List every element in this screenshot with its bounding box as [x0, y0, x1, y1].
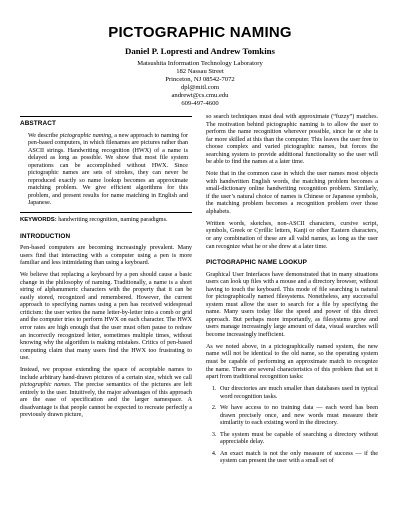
abstract-heading: ABSTRACT [20, 120, 56, 127]
list-item: 1. Our directories are much smaller than databases used in typical word recognition tasks. [218, 386, 378, 401]
affiliation-block [0, 60, 400, 108]
abstract-term: pictographic naming [59, 132, 112, 139]
right-paragraph-1: so search techniques must deal with approximate (“fuzzy”) matches. The motivation behind pictographic naming is to allow the user to perform the name recognition wherever possible, since he or she is far more skilled at this than the computer. This leaves the user free to choose complex and varied pictographic names, but forces the searching system to provide additional functionality so the user will be able to find the names at a later time. [206, 114, 378, 166]
right-paragraph-4: Graphical User Interfaces have demonstrated that in many situations users can look up files with a mouse and a directory browser, without having to touch the keyboard. This mode of file searching is natural for pictographically named filesystems. Nonetheless, any successful system must allow the user to search for a file by specifying the name. Many users today like the speed and power of this direct approach. But perhaps more importantly, as filesystems grow and users manage increasingly large amount of data, visual searches will become increasingly inefficient. [206, 271, 378, 338]
keywords [20, 217, 192, 225]
right-paragraph-3: Written words, sketches, non-ASCII characters, cursive script, symbols, Greek or Cyrillic letters, Kanji or other Eastern characters, or any combination of these are all valid names, as long as the user can recognize what he or she drew at a later time. [206, 220, 378, 250]
list-item: 4. An exact match is not the only measure of success — if the system can present the user with a small set of [218, 451, 378, 466]
lookup-heading: PICTOGRAPHIC NAME LOOKUP [206, 259, 307, 267]
keywords-label: KEYWORDS: [20, 217, 57, 224]
right-paragraph-5: As we noted above, in a pictographically named system, the new name will not be identical to the old name, so the operating system must be capable of performing an approximate match to recognize the name. There are several characteristics of this problem that set it apart from traditional recognition tasks: [206, 343, 378, 381]
left-column [20, 116, 192, 424]
list-item: 3. The system must be capable of searching a directory without appreciable delay. [218, 432, 378, 447]
author-phone: 609-497-4600 [181, 100, 219, 107]
affiliation-city: Princeton, NJ 08542-7072 [165, 76, 235, 83]
intro-paragraph-3: Instead, we propose extending the space of acceptable names to include arbitrary hand-drawn pictures of a certain size, which we call pictographic names. The precise semantics of the pictures are left entirely to the user. Intuitively, the major advantages of this approach are the ease of specification and the larger namespace. A disadvantage is that people cannot be expected to recreate perfectly a previously drawn picture, [20, 367, 192, 419]
author-email-1: dpl@mitl.com [180, 84, 220, 91]
intro-paragraph-1: Pen-based computers are becoming increasingly prevalent. Many users find that interacting with a computer using a pen is more familiar and less intimidating than using a keyboard. [20, 245, 192, 267]
right-paragraph-2: Note that in the common case in which the user names most objects with handwritten English words, the matching problem becomes a small-dictionary online handwriting recognition problem. Similarly, if the user’s natural choice of names is Chinese or Japanese symbols, the matching problem becomes a recognition problem over those alphabets. [206, 171, 378, 215]
author-email-2: andrewt@cs.cmu.edu [171, 92, 229, 99]
intro-term: pictographic names [20, 382, 70, 389]
affiliation-lab: Matsushita Information Technology Laboratory [137, 60, 263, 67]
abstract-box [20, 116, 192, 213]
intro-paragraph-2: We believe that replacing a keyboard by a pen should cause a basic change in the philosophy of naming. Traditionally, a name is a short string of alphanumeric characters with the property that it can be easily stored, recognized and remembered. However, the current approach to specifying names using a pen has received widespread criticism: the user writes the name letter-by-letter into a comb or grid and the computer tries to perform HWX on each character. The HWX error rates are high enough that the user must often pause to redraw an incorrectly recognized letter, sometimes multiple times, without knowing why the algorithm is making mistakes. Critics of pen-based computing claim that many users find the HWX too frustrating to use. [20, 272, 192, 362]
list-item: 2. We have access to no training data — each word has been drawn precisely once, and new words must measure their similarity to each existing word in the directory. [218, 405, 378, 428]
characteristics-list [206, 386, 378, 466]
affiliation-street: 182 Nassau Street [176, 68, 224, 75]
keywords-text: handwriting recognition, naming paradigms. [56, 217, 168, 224]
paper-authors: Daniel P. Lopresti and Andrew Tomkins [125, 46, 275, 56]
intro-heading: INTRODUCTION [20, 232, 71, 240]
paper-title: PICTOGRAPHIC NAMING [108, 24, 292, 41]
abstract-text: We describe pictographic naming, a new approach to naming for pen-based computers, in which filenames are pictures rather than ASCII strings. Handwriting recognition (HWX) of a name is delayed as long as possible. We show that most file system operations can be accomplished without HWX. Since pictographic names are sets of strokes, they can never be reproduced exactly so name lookup becomes an approximate matching problem. We give efficient algorithms for this problem, and present results for name matching in English and Japanese. [28, 132, 189, 207]
right-column [206, 114, 378, 470]
